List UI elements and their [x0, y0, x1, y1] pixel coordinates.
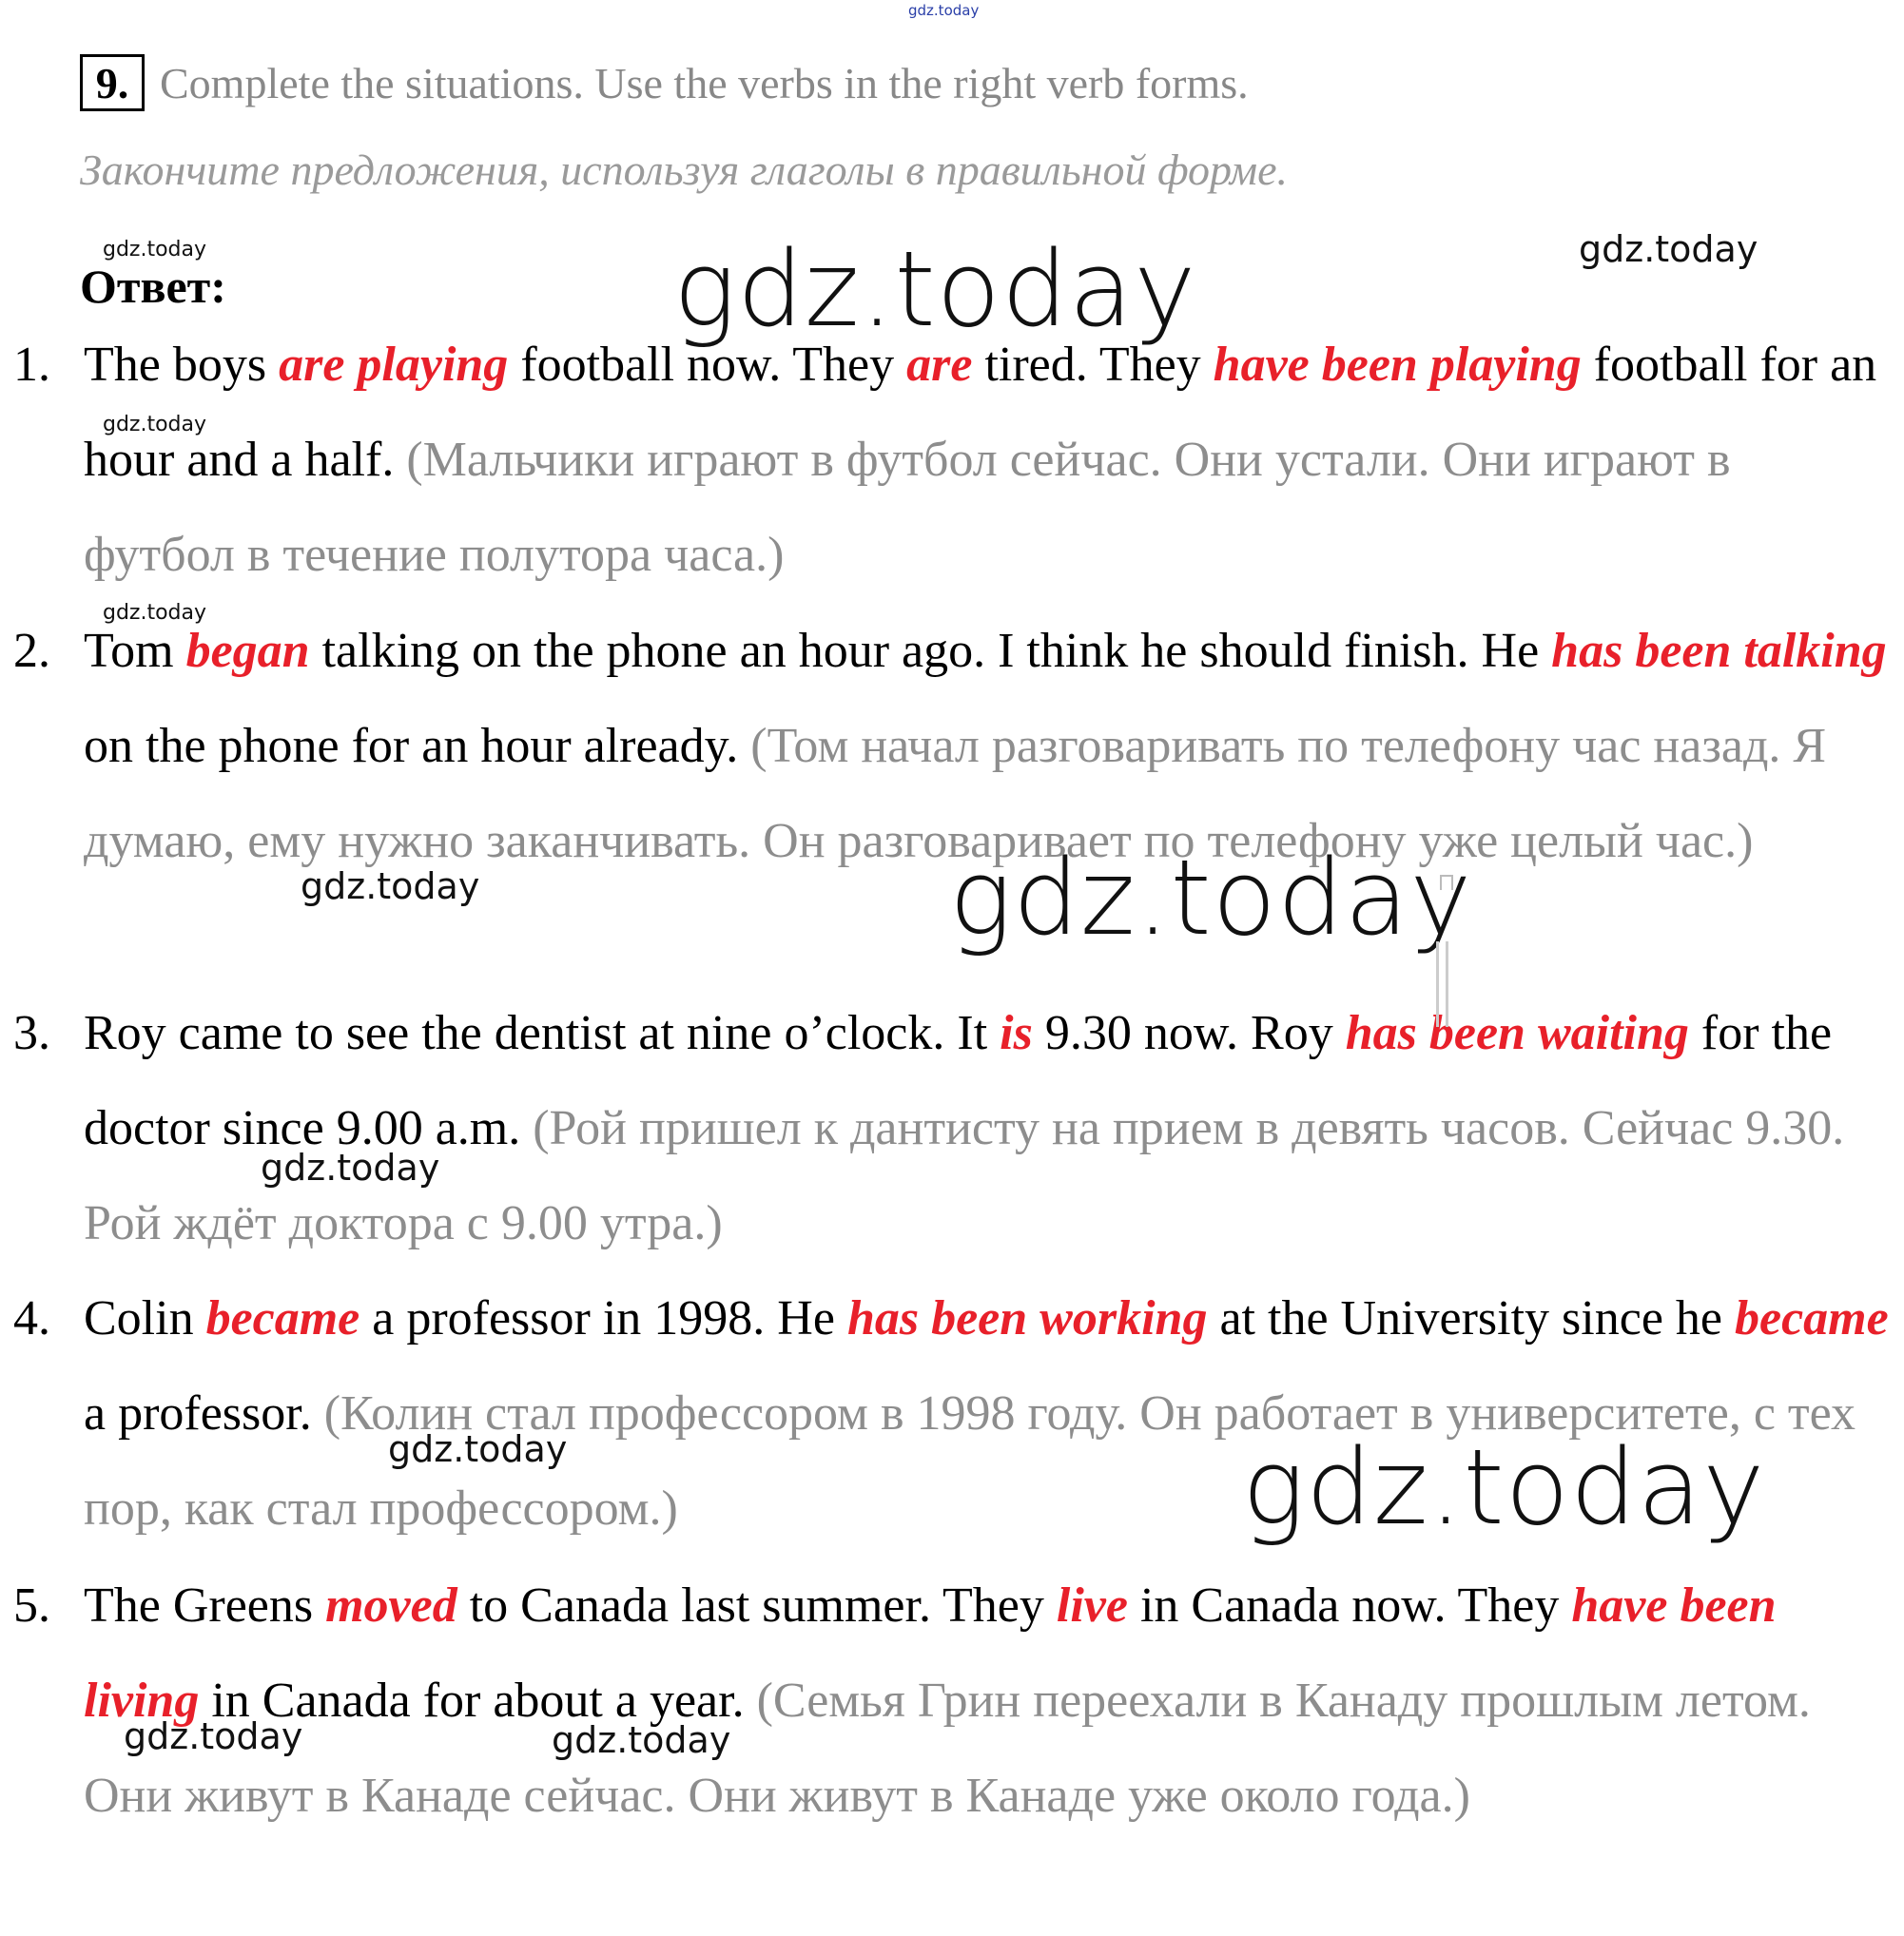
watermark-medium: gdz.today [552, 1719, 731, 1761]
item-number: 3. [13, 1006, 50, 1060]
item-text [84, 1271, 1891, 1557]
scan-artifact [1446, 941, 1448, 1027]
watermark-large: gdz.today [673, 228, 1197, 350]
task-header [80, 53, 1249, 112]
verb-answer: began [185, 624, 310, 678]
item-number: 5. [13, 1578, 50, 1633]
task-instruction-ru: Закончите предложения, используя глаголы в правильной форме. [80, 145, 1289, 194]
verb-answer: became [1734, 1291, 1889, 1346]
item-text [84, 1558, 1891, 1844]
translation-ru: (Семья Грин переехали в Канаду прошлым летом. Они живут в Канаде сейчас. Они живут в Канаде уже около года.) [84, 1674, 1811, 1823]
verb-answer: has been talking [1551, 624, 1887, 678]
sentence-text: Roy came to see the dentist at nine o’clock. It [84, 1006, 1001, 1060]
task-number: 9. [80, 54, 145, 111]
item-number: 1. [13, 338, 50, 392]
sentence-text: at the University since he [1207, 1291, 1735, 1346]
watermark-small: gdz.today [103, 413, 207, 436]
verb-answer: is [1000, 1006, 1033, 1060]
item-text [84, 318, 1891, 603]
translation-ru: (Мальчики играют в футбол сейчас. Они устали. Они играют в футбол в течение полутора часа.) [84, 433, 1731, 582]
item-text [84, 604, 1891, 889]
verb-answer: have been playing [1213, 338, 1582, 392]
watermark-large: gdz.today [949, 837, 1473, 958]
watermark-medium: gdz.today [261, 1147, 440, 1189]
scan-artifact [1436, 941, 1439, 1027]
verb-answer: became [205, 1291, 360, 1346]
watermark-medium: gdz.today [1579, 228, 1758, 270]
verb-answer: has been working [846, 1291, 1208, 1346]
watermark-medium: gdz.today [124, 1715, 303, 1757]
watermark-top: gdz.today [908, 2, 980, 19]
sentence-text: talking on the phone an hour ago. I think he should finish. He [309, 624, 1552, 678]
watermark-small: gdz.today [103, 238, 207, 261]
task-instruction: Complete the situations. Use the verbs in the right verb forms. [160, 58, 1249, 107]
verb-answer: are playing [279, 338, 509, 392]
item-text [84, 986, 1891, 1271]
watermark-large: gdz.today [1242, 1426, 1766, 1548]
watermark-medium: gdz.today [388, 1428, 568, 1470]
sentence-text: to Canada last summer. They [457, 1578, 1057, 1633]
sentence-text: a professor. [84, 1386, 324, 1441]
watermark-small: gdz.today [103, 601, 207, 625]
sentence-text: football for an hour and a half. [84, 338, 1877, 487]
translation-ru: (Том начал разговаривать по телефону час назад. Я думаю, ему нужно заканчивать. Он разговаривает по телефону уже целый час.) [84, 719, 1827, 868]
sentence-text: The boys [84, 338, 280, 392]
sentence-text: for the doctor since 9.00 a.m. [84, 1006, 1833, 1155]
sentence-text: a professor in 1998. He [359, 1291, 847, 1346]
sentence-text: football now. They [508, 338, 907, 392]
scan-artifact [1440, 875, 1453, 890]
watermark-medium: gdz.today [301, 865, 480, 907]
translation-ru: (Колин стал профессором в 1998 году. Он работает в университете, с тех пор, как стал профессором.) [84, 1386, 1856, 1536]
sentence-text: tired. They [972, 338, 1214, 392]
verb-answer: live [1056, 1578, 1128, 1633]
sentence-text: in Canada for about a year. [199, 1674, 757, 1728]
sentence-text: in Canada now. They [1127, 1578, 1572, 1633]
answer-label: Ответ: [80, 260, 226, 313]
verb-answer: are [906, 338, 973, 392]
verb-answer: moved [325, 1578, 457, 1633]
sentence-text: Colin [84, 1291, 206, 1346]
sentence-text: on the phone for an hour already. [84, 719, 751, 773]
sentence-text: Tom [84, 624, 186, 678]
sentence-text: 9.30 now. Roy [1032, 1006, 1346, 1060]
item-number: 4. [13, 1291, 50, 1346]
sentence-text: The Greens [84, 1578, 326, 1633]
translation-ru: (Рой пришел к дантисту на прием в девять часов. Сейчас 9.30. Рой ждёт доктора с 9.00 утра.) [84, 1101, 1845, 1250]
item-number: 2. [13, 624, 50, 678]
verb-answer: has been waiting [1345, 1006, 1689, 1060]
verb-answer: have been living [84, 1578, 1777, 1728]
